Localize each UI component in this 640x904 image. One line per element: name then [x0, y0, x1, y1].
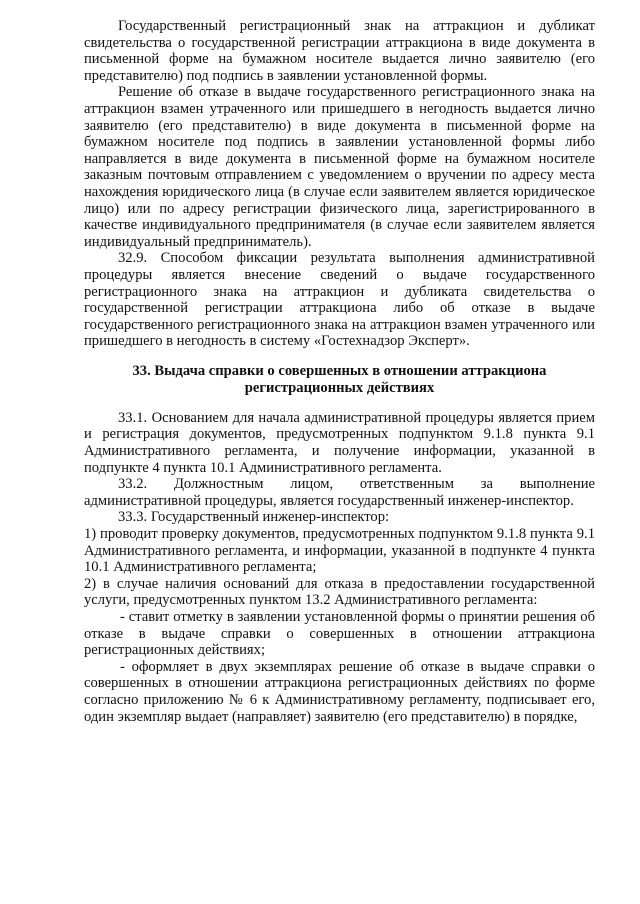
- list-item-1: 1) проводит проверку документов, предусмотренных подпунктом 9.1.8 пункта 9.1 Административного регламента, и информации, указанной в подпункте 4 пункта 10.1 Административного регламента;: [84, 526, 595, 576]
- paragraph-32-9: 32.9. Способом фиксации результата выполнения административной процедуры является внесение сведений о выдаче государственного регистрационного знака на аттракцион и дубликата свидетельства о государственной регистрации аттракциона либо об отказе в выдаче государственного регистрационного знака на аттракцион взамен утраченного или пришедшего в негодность в систему «Гостехнадзор Эксперт».: [84, 250, 595, 350]
- section-gap: [84, 397, 595, 410]
- paragraph-33-1: 33.1. Основанием для начала административной процедуры является прием и регистрация документов, предусмотренных подпунктом 9.1.8 пункта 9.1 Административного регламента, и получение информации, указанной в подпункте 4 пункта 10.1 Административного регламента.: [84, 409, 595, 476]
- paragraph-33-3: 33.3. Государственный инженер-инспектор:: [118, 509, 390, 526]
- paragraph-refusal-decision: Решение об отказе в выдаче государственного регистрационного знака на аттракцион взамен утраченного или пришедшего в негодность выдается лично заявителю (его представителю) в виде документа в письменной форме на бумажном носителе под подпись в заявлении установленной формы либо направляется в виде документа в письменной форме на бумажном носителе заказным почтовым отправлением с уведомлением о вручении по адресу места нахождения юридического лица (в случае если заявителем является юридическое лицо) или по адресу регистрации физического лица, зарегистрированного в качестве индивидуального предпринимателя (в случае если заявителем является индивидуальный предприниматель).: [84, 84, 595, 250]
- section-heading-33: 33. Выдача справки о совершенных в отношении аттракциона регистрационных действиях: [132, 362, 547, 396]
- paragraph-33-2: 33.2. Должностным лицом, ответственным за выполнение административной процедуры, является государственный инженер-инспектор.: [84, 476, 595, 509]
- dash-item-mark-refusal: - ставит отметку в заявлении установленной формы о принятии решения об отказе в выдаче справки о совершенных в отношении аттракциона регистрационных действиях;: [84, 609, 595, 659]
- section-gap: [84, 350, 595, 363]
- document-page: [84, 18, 595, 725]
- paragraph-plate-issuance: Государственный регистрационный знак на аттракцион и дубликат свидетельства о государственной регистрации аттракциона в виде документа в письменной форме на бумажном носителе выдается лично заявителю (его представителю) под подпись в заявлении установленной формы.: [84, 18, 595, 84]
- list-item-2: 2) в случае наличия оснований для отказа в предоставлении государственной услуги, предусмотренных пунктом 13.2 Административного регламента:: [84, 575, 595, 609]
- dash-item-issue-refusal: - оформляет в двух экземплярах решение об отказе в выдаче справки о совершенных в отношении аттракциона регистрационных действиях по форме согласно приложению № 6 к Административному регламенту, подписывает его, один экземпляр выдает (направляет) заявителю (его представителю) в порядке,: [84, 658, 595, 725]
